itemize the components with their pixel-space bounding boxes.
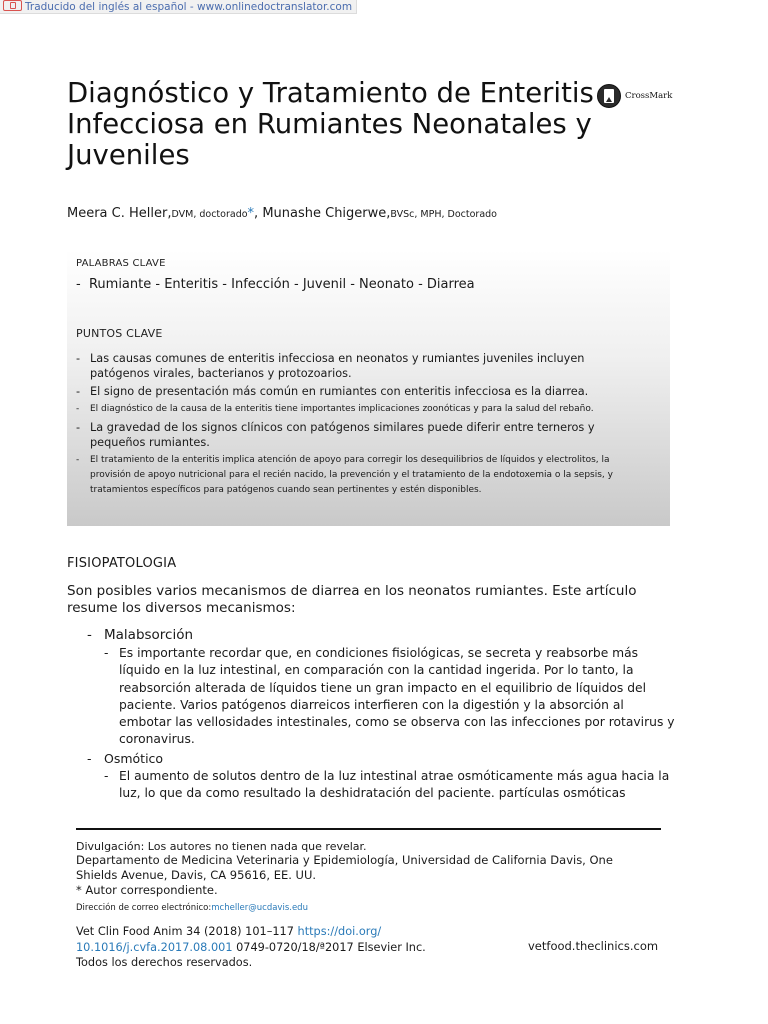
key-point-item: - El tratamiento de la enteritis implica atención de apoyo para corregir los desequilibrios de líquidos y electrolitos, la provisión de apoyo nutricional para el recién nacido, la prevención y el tratamiento de la endotoxemia o la sepsis, y tratamientos específicos para patógenos cuando sean pertinentes y estén disponibles. [76,453,646,498]
email-note [76,902,666,914]
citation-suffix: 0749-0720/18/ª2017 Elsevier Inc. Todos los derechos reservados. [76,940,426,969]
section-heading: FISIOPATOLOGIA [67,556,177,571]
mechanism-detail-list [104,768,677,803]
corresponding-author-note: * Autor correspondiente. [76,883,218,897]
key-point-item: - Las causas comunes de enteritis infecciosa en neonatos y rumiantes juveniles incluyen patógenos virales, bacterianos y protozoarios. [76,351,646,381]
author-separator: , [254,206,263,221]
section-intro: Son posibles varios mecanismos de diarrea en los neonatos rumiantes. Este artículo resume los diversos mecanismos: [67,583,637,616]
mechanism-name: - Osmótico [104,750,164,766]
mechanism-list [87,626,677,802]
author-2-degrees: BVSc, MPH, Doctorado [390,209,497,220]
author-line [67,206,707,221]
mechanism-item [87,750,677,803]
translate-icon [3,0,22,11]
translator-banner-text[interactable]: Traducido del inglés al español - www.onlinedoctranslator.com [25,1,353,13]
journal-site[interactable]: vetfood.theclinics.com [528,939,659,953]
citation [76,924,426,971]
mechanism-item [87,626,677,749]
disclosure-note: Divulgación: Los autores no tienen nada que revelar. [76,840,367,853]
citation-prefix: Vet Clin Food Anim 34 (2018) 101–117 [76,925,298,938]
key-points-list [76,351,646,501]
affiliation-note: Departamento de Medicina Veterinaria y Epidemiología, Universidad de California Davis, One Shields Avenue, Davis, CA 95616, EE. UU. [76,853,613,882]
author-2-name: Munashe Chigerwe, [262,206,391,221]
key-points-box [67,250,670,526]
email-label: Dirección de correo electrónico: [76,903,212,913]
keywords-heading: PALABRAS CLAVE [76,258,166,269]
key-point-item: - La gravedad de los signos clínicos con patógenos similares puede diferir entre terneros y pequeños rumiantes. [76,420,646,450]
key-point-item: - El diagnóstico de la causa de la enteritis tiene importantes implicaciones zoonóticas y para la salud del rebaño. [76,402,646,417]
author-1-degrees: DVM, doctorado [171,209,248,220]
mechanism-detail: - El aumento de solutos dentro de la luz intestinal atrae osmóticamente más agua hacia la luz, lo que da como resultado la deshidratación del paciente. partículas osmóticas [104,768,677,803]
doi-link[interactable]: https://doi.org/ 10.1016/j.cvfa.2017.08.001 [76,925,382,954]
crossmark-icon [597,84,621,108]
crossmark-badge[interactable] [597,84,673,108]
mechanism-detail-list [104,645,677,749]
author-1-name: Meera C. Heller, [67,206,172,221]
key-points-heading: PUNTOS CLAVE [76,327,163,340]
keywords-line: - Rumiante - Enteritis - Infección - Juvenil - Neonato - Diarrea [76,277,475,292]
translator-banner[interactable] [0,0,357,14]
keywords-text: Rumiante - Enteritis - Infección - Juvenil - Neonato - Diarrea [88,277,475,292]
mechanism-detail: - Es importante recordar que, en condiciones fisiológicas, se secreta y reabsorbe más líquido en la luz intestinal, en comparación con la cantidad ingerida. Por lo tanto, la reabsorción alterada de líquidos tiene un gran impacto en el equilibrio de líquidos del paciente. Varios patógenos diarreicos interfieren con la digestión y la absorción al embotar las vellosidades intestinales, como se observa con las infecciones por rotavirus y coronavirus. [104,645,677,749]
article-title: Diagnóstico y Tratamiento de Enteritis Infecciosa en Rumiantes Neonatales y Juveniles [67,77,594,171]
crossmark-label: CrossMark [625,91,673,101]
key-point-item: - El signo de presentación más común en rumiantes con enteritis infecciosa es la diarrea. [76,384,646,399]
mechanism-name: - Malabsorción [104,627,194,643]
email-link[interactable]: mcheller@ucdavis.edu [211,903,308,913]
corresponding-author-marker[interactable]: * [247,206,255,221]
footnote-divider [76,828,661,830]
